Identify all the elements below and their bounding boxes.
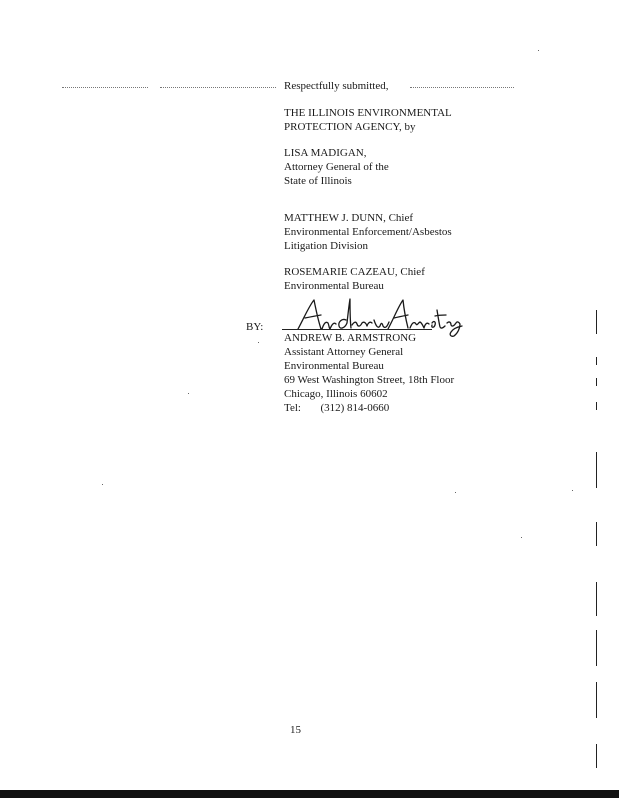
scan-artifact-dots-left xyxy=(62,87,148,89)
address-line-2: Chicago, Illinois 60602 xyxy=(284,388,388,400)
agency-line-2: PROTECTION AGENCY, by xyxy=(284,121,416,133)
attorney-general-title-2: State of Illinois xyxy=(284,175,352,187)
scan-speck xyxy=(521,537,522,538)
scan-speck xyxy=(538,50,539,51)
margin-mark xyxy=(596,452,597,488)
agency-line-1: THE ILLINOIS ENVIRONMENTAL xyxy=(284,107,452,119)
agency-block xyxy=(284,106,452,134)
margin-mark xyxy=(596,378,597,386)
phone-row xyxy=(284,401,454,415)
address-line-1: 69 West Washington Street, 18th Floor xyxy=(284,374,455,386)
bureau-chief-name: ROSEMARIE CAZEAU, Chief xyxy=(284,266,425,278)
scan-speck xyxy=(258,342,259,343)
phone-number: (312) 814-0660 xyxy=(320,402,390,414)
by-label: BY: xyxy=(246,321,264,333)
division-chief-name: MATTHEW J. DUNN, Chief xyxy=(284,212,414,224)
margin-mark xyxy=(596,682,597,718)
margin-mark xyxy=(596,582,597,616)
signatory-block xyxy=(284,331,454,415)
scan-artifact-dots-mid xyxy=(160,87,276,89)
scan-artifact-dots-right xyxy=(410,87,514,89)
closing-text: Respectfully submitted, xyxy=(284,80,389,92)
page-number: 15 xyxy=(290,724,301,736)
signatory-name: ANDREW B. ARMSTRONG xyxy=(284,332,417,344)
margin-mark xyxy=(596,357,597,365)
margin-mark xyxy=(596,402,597,410)
attorney-general-title-1: Attorney General of the xyxy=(284,161,389,173)
attorney-general-name: LISA MADIGAN, xyxy=(284,147,367,159)
scan-speck xyxy=(102,484,103,485)
attorney-general-block xyxy=(284,146,389,188)
margin-mark xyxy=(596,310,597,334)
signature-line xyxy=(282,329,432,330)
margin-mark xyxy=(596,522,597,546)
division-line-1: Environmental Enforcement/Asbestos xyxy=(284,226,452,238)
signatory-bureau: Environmental Bureau xyxy=(284,360,384,372)
margin-mark xyxy=(596,744,597,768)
signatory-title: Assistant Attorney General xyxy=(284,346,404,358)
margin-mark xyxy=(596,630,597,666)
scan-speck xyxy=(455,492,456,493)
bureau-chief-bureau: Environmental Bureau xyxy=(284,280,384,292)
phone-label: Tel: xyxy=(284,402,301,414)
division-chief-block xyxy=(284,211,452,253)
scan-bottom-bar xyxy=(0,790,619,798)
bureau-chief-block xyxy=(284,265,425,293)
division-line-2: Litigation Division xyxy=(284,240,369,252)
scan-speck xyxy=(188,393,189,394)
scan-speck xyxy=(572,490,573,491)
